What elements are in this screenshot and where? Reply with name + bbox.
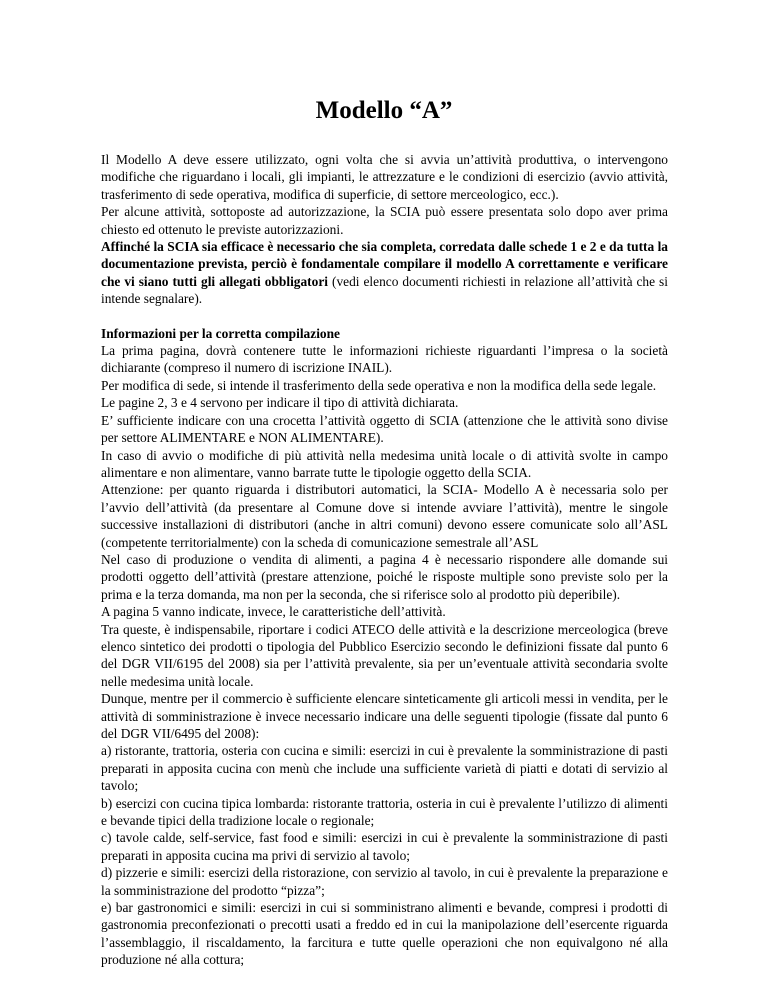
section-paragraph: E’ sufficiente indicare con una crocetta l’attività oggetto di SCIA (attenzione che le attività sono divise per settore ALIMENTARE e NON ALIMENTARE). (101, 412, 668, 446)
list-item-c: c) tavole calde, self-service, fast food e simili: esercizi in cui è prevalente la somministrazione di pasti preparati in apposita cucina ma privi di servizio al tavolo; (101, 830, 668, 863)
intro-paragraph-2: Per alcune attività, sottoposte ad autorizzazione, la SCIA può essere presentata solo dopo aver prima chiesto ed ottenuto le previste autorizzazioni. (101, 204, 668, 237)
intro-paragraph-3 (101, 238, 668, 308)
intro-remark: (vedi elenco documenti richiesti in relazione all’attività che si intende segnalare). (101, 273, 668, 307)
section-paragraph: Le pagine 2, 3 e 4 servono per indicare il tipo di attività dichiarata. (101, 395, 459, 411)
section-paragraph: Tra queste, è indispensabile, riportare i codici ATECO delle attività e la descrizione merceologica (breve elenco sintetico dei prodotti o tipologia del Pubblico Esercizio secondo le definizioni fissate dal punto 6 del DGR VII/6195 del 2008) sia per l’attività prevalente, sia per un’eventuale attività secondaria svolte nelle medesima unità locale. (101, 621, 668, 689)
list-item-b: b) esercizi con cucina tipica lombarda: ristorante trattoria, osteria in cui è prevalente l’utilizzo di alimenti e bevande tipici della tradizione locale o regionale; (101, 795, 668, 829)
section-paragraph: Per modifica di sede, si intende il trasferimento della sede operativa e non la modifica della sede legale. (101, 377, 657, 393)
list-item-e: e) bar gastronomici e simili: esercizi in cui si somministrano alimenti e bevande, compresi i prodotti di gastronomia preconfezionati o precotti usati a freddo ed in cui la manipolazione dell’esercente riguarda l’assemblaggio, il riscaldamento, la farcitura e tutte quelle operazioni che non equivalgono né alla produzione né alla cottura; (101, 900, 668, 968)
section-paragraph: La prima pagina, dovrà contenere tutte le informazioni richieste riguardanti l’impresa o la società dichiarante (compreso il numero di iscrizione INAIL). (101, 343, 668, 376)
list-item-a: a) ristorante, trattoria, osteria con cucina e simili: esercizi in cui è prevalente la somministrazione di pasti preparati in apposita cucina con menù che include una sufficiente varietà di piatti e dotati di servizio al tavolo; (101, 743, 668, 794)
intro-emphasis: Affinché la SCIA sia efficace è necessario che sia completa, corredata dalle schede 1 e 2 e da tutta la documentazione prevista, perciò è fondamentale compilare il modello A correttamente e verificare che vi siano tutti gli allegati obbligatori (101, 239, 668, 289)
section-paragraph: Nel caso di produzione o vendita di alimenti, a pagina 4 è necessario rispondere alle domande sui prodotti oggetto dell’attività (prestare attenzione, poiché le risposte multiple sono previste solo per la prima e la terza domanda, ma non per la seconda, che si riferisce solo al prodotto più deperibile). (101, 551, 668, 602)
section-heading-text: Informazioni per la corretta compilazione (101, 325, 340, 341)
intro-paragraph-1: Il Modello A deve essere utilizzato, ogni volta che si avvia un’attività produttiva, o intervengono modifiche che riguardano i locali, gli impianti, le attrezzature e le condizioni di esercizio (avvio attività, trasferimento di sede operativa, modifica di superficie, di settore merceologico, ecc.). (101, 152, 668, 202)
section-paragraph: In caso di avvio o modifiche di più attività nella medesima unità locale o di attività svolte in campo alimentare e non alimentare, vanno barrate tutte le tipologie oggetto della SCIA. (101, 447, 668, 480)
section-heading (101, 325, 668, 342)
section-paragraph: A pagina 5 vanno indicate, invece, le caratteristiche dell’attività. (101, 604, 446, 620)
page-title: Modello “A” (315, 97, 453, 124)
section-paragraph: Dunque, mentre per il commercio è sufficiente elencare sinteticamente gli articoli messi in vendita, per le attività di somministrazione è invece necessario indicare una delle seguenti tipologie (fissate dal punto 6 del DGR VII/6495 del 2008): (101, 691, 668, 741)
paragraph-gap (101, 308, 668, 325)
list-item-d: d) pizzerie e simili: esercizi della ristorazione, con servizio al tavolo, in cui è prevalente la preparazione e la somministrazione del prodotto “pizza”; (101, 865, 668, 898)
document-body (101, 151, 668, 969)
section-paragraph: Attenzione: per quanto riguarda i distributori automatici, la SCIA- Modello A è necessaria solo per l’avvio dell’attività (da presentare al Comune dove si intende avviare l’attività), mentre le singole successive installazioni di distributori (anche in altri comuni) devono essere comunicate solo all’ASL (competente territorialmente) con la scheda di comunicazione semestrale all’ASL (101, 482, 668, 550)
